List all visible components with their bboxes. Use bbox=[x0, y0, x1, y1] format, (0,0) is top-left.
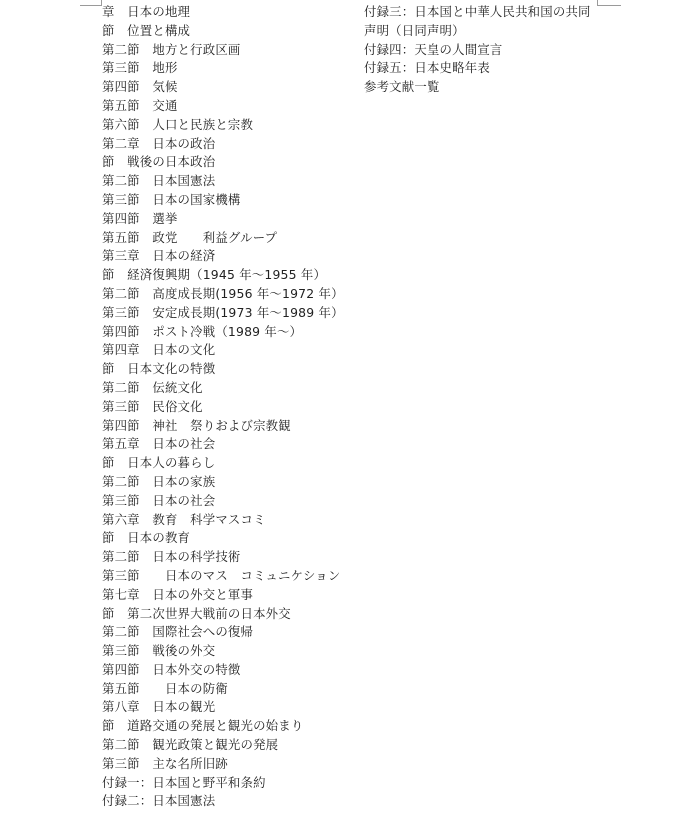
toc-entry: 第二節 国際社会への復帰 bbox=[102, 624, 254, 640]
toc-entry: 節 道路交通の発展と観光の始まり bbox=[102, 718, 304, 734]
toc-entry: 第四章 日本の文化 bbox=[102, 342, 216, 358]
toc-left-column bbox=[102, 3, 352, 811]
toc-entry: 第三節 日本の社会 bbox=[102, 492, 216, 508]
toc-entry: 第八章 日本の観光 bbox=[102, 699, 216, 715]
toc-entry: 付録二：日本国憲法 bbox=[102, 793, 216, 809]
toc-entry: 第二節 日本の科学技術 bbox=[102, 549, 241, 565]
toc-entry: 第二節 観光政策と観光の発展 bbox=[102, 737, 279, 753]
toc-entry: 章 日本の地理 bbox=[102, 4, 191, 19]
toc-entry: 第四節 気候 bbox=[102, 79, 178, 95]
toc-entry: 第二節 日本国憲法 bbox=[102, 173, 216, 189]
toc-entry: 付録五：日本史略年表 bbox=[364, 60, 490, 76]
toc-entry: 第三節 戦後の外交 bbox=[102, 643, 216, 659]
toc-entry: 第四節 選挙 bbox=[102, 210, 178, 226]
toc-entry: 第四節 神社 祭りおよび宗教観 bbox=[102, 417, 291, 433]
toc-entry: 第五節 政党 利益グループ bbox=[102, 229, 278, 245]
toc-entry: 第二節 地方と行政区画 bbox=[102, 41, 241, 57]
toc-entry: 第二節 高度成長期(1956 年～1972 年） bbox=[102, 285, 344, 301]
toc-entry: 第三節 地形 bbox=[102, 60, 178, 76]
toc-entry: 第二節 伝統文化 bbox=[102, 379, 203, 395]
toc-entry: 付録一：日本国と野平和条約 bbox=[102, 774, 266, 790]
toc-entry: 付録四：天皇の人間宣言 bbox=[364, 41, 503, 57]
toc-entry: 第三節 民俗文化 bbox=[102, 398, 203, 414]
toc-entry: 第五章 日本の社会 bbox=[102, 436, 216, 452]
toc-entry: 第五節 交通 bbox=[102, 97, 178, 113]
toc-entry: 節 位置と構成 bbox=[102, 22, 191, 38]
toc-entry: 第三節 日本のマス コミュニケション bbox=[102, 567, 341, 583]
toc-entry: 第三節 安定成長期(1973 年～1989 年） bbox=[102, 304, 344, 320]
toc-entry: 節 日本の教育 bbox=[102, 530, 191, 546]
toc-entry: 第六章 教育 科学マスコミ bbox=[102, 511, 266, 527]
toc-entry: 節 日本人の暮らし bbox=[102, 455, 216, 471]
toc-entry: 節 戦後の日本政治 bbox=[102, 154, 216, 170]
toc-entry: 第三節 主な名所旧跡 bbox=[102, 755, 228, 771]
crop-mark-left bbox=[80, 0, 102, 6]
toc-entry: 第三章 日本の経済 bbox=[102, 248, 216, 264]
toc-entry: 第二節 日本の家族 bbox=[102, 473, 216, 489]
toc-entry: 第六節 人口と民族と宗教 bbox=[102, 116, 254, 132]
toc-entry: 第四節 ポスト冷戦（1989 年～） bbox=[102, 323, 303, 339]
toc-entry: 第三節 日本の国家機構 bbox=[102, 191, 241, 207]
toc-entry: 節 第二次世界大戦前の日本外交 bbox=[102, 605, 291, 621]
toc-entry: 第四節 日本外交の特徴 bbox=[102, 661, 241, 677]
toc-entry: 第二章 日本の政治 bbox=[102, 135, 216, 151]
toc-right-column bbox=[364, 3, 614, 97]
toc-entry: 第五節 日本の防衛 bbox=[102, 680, 228, 696]
toc-entry: 節 日本文化の特徴 bbox=[102, 361, 216, 377]
toc-entry: 節 経済復興期（1945 年～1955 年） bbox=[102, 267, 327, 283]
toc-entry: 付録三：日本国と中華人民共和国の共同声明（日同声明） bbox=[364, 4, 591, 38]
toc-entry: 参考文献一覧 bbox=[364, 79, 440, 95]
toc-entry: 第七章 日本の外交と軍事 bbox=[102, 586, 254, 602]
